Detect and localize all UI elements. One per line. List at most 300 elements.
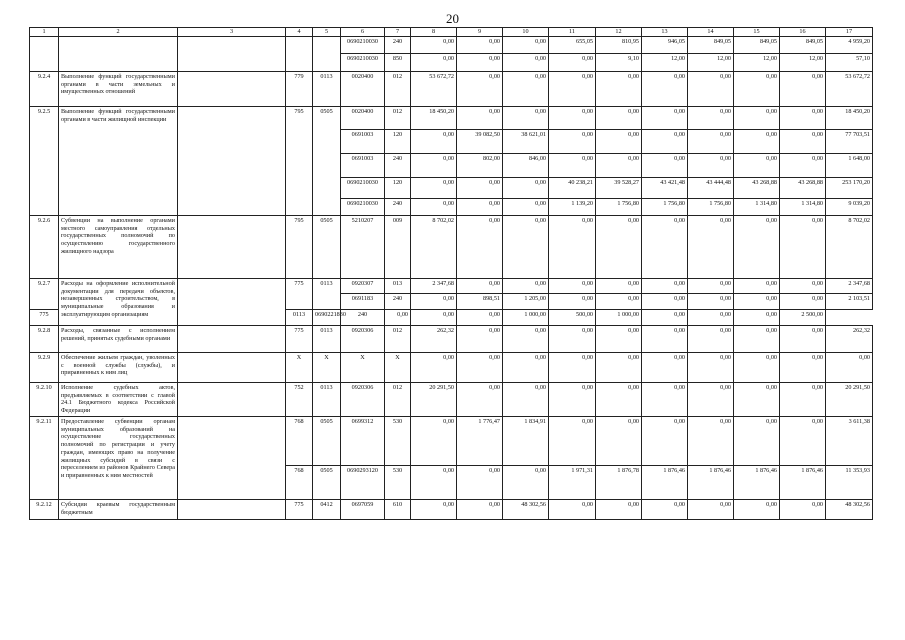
amount-cell: 0,00: [688, 325, 734, 352]
code-cell: 0505: [313, 106, 341, 215]
amount-cell: 20 291,50: [411, 382, 457, 416]
amount-cell: 0,00: [411, 416, 457, 465]
amount-cell: 0,00: [688, 293, 734, 309]
budget-table: [29, 27, 873, 520]
amount-cell: 0,00: [734, 499, 780, 519]
code-cell: X: [313, 352, 341, 382]
amount-cell: 0,00: [549, 71, 596, 106]
amount-cell: 0,00: [457, 71, 503, 106]
amount-cell: 0,00: [503, 325, 549, 352]
amount-cell: 0,00: [780, 382, 826, 416]
code-cell: 240: [385, 153, 411, 177]
amount-cell: 1 205,00: [503, 293, 549, 309]
code-cell: 0505: [313, 215, 341, 278]
table-row: [30, 382, 873, 416]
amount-cell: 0,00: [596, 129, 642, 153]
column-header: 12: [596, 28, 642, 37]
code-cell: [178, 325, 286, 352]
code-cell: 0113: [313, 278, 341, 309]
description-cell: Расходы, связанные с исполнением решений, принятых судебными органами: [59, 325, 178, 352]
code-cell: 0920306: [341, 382, 385, 416]
amount-cell: 43 421,48: [642, 177, 688, 198]
amount-cell: 0,00: [642, 416, 688, 465]
code-cell: 0691183: [341, 293, 385, 309]
amount-cell: 0,00: [503, 382, 549, 416]
code-cell: X: [385, 352, 411, 382]
amount-cell: 0,00: [596, 499, 642, 519]
amount-cell: 0,00: [457, 278, 503, 293]
code-cell: [178, 106, 286, 215]
code-cell: 012: [385, 106, 411, 129]
amount-cell: 0,00: [780, 352, 826, 382]
amount-cell: 0,00: [642, 309, 688, 325]
code-cell: 775: [286, 325, 313, 352]
code-cell: 530: [385, 465, 411, 499]
column-header: 10: [503, 28, 549, 37]
amount-cell: 0,00: [780, 293, 826, 309]
amount-cell: 1 756,80: [642, 198, 688, 215]
table-row: [30, 71, 873, 106]
amount-cell: 0,00: [734, 129, 780, 153]
row-number-cell: 9.2.5: [30, 106, 59, 215]
amount-cell: 2 347,68: [826, 278, 873, 293]
amount-cell: 0,00: [780, 416, 826, 465]
amount-cell: 0,00: [457, 106, 503, 129]
code-cell: 013: [385, 278, 411, 293]
column-header: 11: [549, 28, 596, 37]
description-cell: Выполнение функций государственными органами в части земельных и имущественных отношений: [59, 71, 178, 106]
amount-cell: 77 703,51: [826, 129, 873, 153]
description-cell: Субвенции на выполнение органами местного самоуправления отдельных государственных полномочий по осуществлению государственного жилищного надзора: [59, 215, 178, 278]
amount-cell: 1 314,80: [780, 198, 826, 215]
code-cell: 120: [385, 129, 411, 153]
amount-cell: 1 000,00: [596, 309, 642, 325]
amount-cell: 849,05: [688, 36, 734, 53]
code-cell: [178, 71, 286, 106]
column-header: 4: [286, 28, 313, 37]
code-cell: 0505: [313, 465, 341, 499]
amount-cell: 39 528,27: [596, 177, 642, 198]
code-cell: [178, 215, 286, 278]
code-cell: 0690221830: [313, 309, 341, 325]
code-cell: 120: [385, 177, 411, 198]
amount-cell: 0,00: [411, 293, 457, 309]
column-header: 3: [178, 28, 286, 37]
amount-cell: 0,00: [688, 153, 734, 177]
code-cell: 0690293120: [341, 465, 385, 499]
column-header: 9: [457, 28, 503, 37]
table-row: [30, 325, 873, 352]
amount-cell: 0,00: [642, 106, 688, 129]
amount-cell: 0,00: [642, 352, 688, 382]
amount-cell: 48 302,56: [826, 499, 873, 519]
code-cell: [178, 499, 286, 519]
code-cell: 240: [341, 309, 385, 325]
amount-cell: 0,00: [457, 309, 503, 325]
amount-cell: 1 648,00: [826, 153, 873, 177]
amount-cell: 0,00: [549, 153, 596, 177]
amount-cell: 0,00: [549, 278, 596, 293]
amount-cell: 946,05: [642, 36, 688, 53]
amount-cell: 0,00: [780, 129, 826, 153]
amount-cell: 253 170,20: [826, 177, 873, 198]
amount-cell: 0,00: [688, 309, 734, 325]
amount-cell: 0,00: [780, 215, 826, 278]
amount-cell: 0,00: [642, 325, 688, 352]
amount-cell: 0,00: [503, 106, 549, 129]
amount-cell: 43 268,88: [734, 177, 780, 198]
code-cell: [178, 352, 286, 382]
amount-cell: 0,00: [457, 177, 503, 198]
amount-cell: 0,00: [780, 153, 826, 177]
code-cell: 0691003: [341, 129, 385, 153]
amount-cell: 0,00: [688, 352, 734, 382]
amount-cell: 0,00: [411, 36, 457, 53]
description-cell: Исполнение судебных актов, предъявляемых в соответствии с главой 24.1 Бюджетного кодекса Российской Федерации: [59, 382, 178, 416]
amount-cell: 0,00: [549, 106, 596, 129]
amount-cell: 0,00: [503, 71, 549, 106]
amount-cell: 0,00: [457, 382, 503, 416]
amount-cell: 0,00: [642, 499, 688, 519]
amount-cell: 0,00: [457, 215, 503, 278]
amount-cell: 0,00: [734, 153, 780, 177]
amount-cell: 1 876,46: [688, 465, 734, 499]
code-cell: 0690210030: [341, 53, 385, 71]
code-cell: 240: [385, 293, 411, 309]
amount-cell: 39 082,50: [457, 129, 503, 153]
code-cell: 775: [286, 278, 313, 309]
amount-cell: 0,00: [411, 153, 457, 177]
code-cell: 0113: [313, 71, 341, 106]
amount-cell: 802,00: [457, 153, 503, 177]
amount-cell: 0,00: [688, 499, 734, 519]
code-cell: 775: [30, 309, 59, 325]
row-number-cell: 9.2.6: [30, 215, 59, 278]
amount-cell: 0,00: [734, 325, 780, 352]
amount-cell: 0,00: [385, 309, 411, 325]
description-cell: Расходы на оформление исполнительной документации для передачи объектов, незавершенных строительством, в муниципальные образования и эксплуатирующим организациям: [59, 278, 178, 325]
table-row: [30, 352, 873, 382]
code-cell: 0020400: [341, 71, 385, 106]
row-number-cell: 9.2.7: [30, 278, 59, 309]
code-cell: 0113: [286, 309, 313, 325]
code-cell: X: [286, 352, 313, 382]
amount-cell: 849,05: [780, 36, 826, 53]
column-header: 17: [826, 28, 873, 37]
code-cell: 779: [286, 71, 313, 106]
code-cell: [178, 382, 286, 416]
amount-cell: 0,00: [503, 352, 549, 382]
amount-cell: 1 756,80: [688, 198, 734, 215]
code-cell: 0920306: [341, 325, 385, 352]
amount-cell: 0,00: [734, 293, 780, 309]
code-cell: 012: [385, 71, 411, 106]
amount-cell: 0,00: [688, 416, 734, 465]
code-cell: 0020400: [341, 106, 385, 129]
code-cell: 0690210030: [341, 36, 385, 53]
column-header: 1: [30, 28, 59, 37]
amount-cell: 2 103,51: [826, 293, 873, 309]
code-cell: [178, 36, 286, 71]
code-cell: 0412: [313, 499, 341, 519]
amount-cell: 0,00: [457, 499, 503, 519]
amount-cell: 0,00: [457, 465, 503, 499]
amount-cell: 0,00: [596, 153, 642, 177]
code-cell: [178, 278, 286, 325]
amount-cell: 0,00: [411, 129, 457, 153]
code-cell: 530: [385, 416, 411, 465]
amount-cell: 0,00: [549, 499, 596, 519]
table-body: [30, 36, 873, 519]
column-header: 6: [341, 28, 385, 37]
code-cell: 240: [385, 198, 411, 215]
amount-cell: 1 876,46: [780, 465, 826, 499]
code-cell: 768: [286, 465, 313, 499]
amount-cell: 11 353,93: [826, 465, 873, 499]
code-cell: 850: [385, 53, 411, 71]
amount-cell: 0,00: [549, 53, 596, 71]
code-cell: 752: [286, 382, 313, 416]
code-cell: [178, 416, 286, 499]
amount-cell: 0,00: [549, 293, 596, 309]
amount-cell: 898,51: [457, 293, 503, 309]
amount-cell: 0,00: [642, 382, 688, 416]
amount-cell: 0,00: [734, 71, 780, 106]
description-cell: Выполнение функций государственными органами в части жилищной инспекции: [59, 106, 178, 215]
amount-cell: 1 971,31: [549, 465, 596, 499]
code-cell: 610: [385, 499, 411, 519]
table-row: [30, 215, 873, 278]
amount-cell: 1 139,20: [549, 198, 596, 215]
amount-cell: 0,00: [596, 106, 642, 129]
amount-cell: 0,00: [596, 71, 642, 106]
amount-cell: 9,10: [596, 53, 642, 71]
amount-cell: 53 672,72: [826, 71, 873, 106]
amount-cell: 1 834,91: [503, 416, 549, 465]
row-number-cell: 9.2.10: [30, 382, 59, 416]
code-cell: 795: [286, 215, 313, 278]
amount-cell: 43 268,88: [780, 177, 826, 198]
row-number-cell: [30, 36, 59, 71]
amount-cell: 0,00: [688, 382, 734, 416]
amount-cell: 8 702,02: [826, 215, 873, 278]
column-header: 8: [411, 28, 457, 37]
amount-cell: 0,00: [734, 309, 780, 325]
code-cell: 775: [286, 499, 313, 519]
amount-cell: 0,00: [780, 106, 826, 129]
amount-cell: 1 756,80: [596, 198, 642, 215]
amount-cell: 0,00: [503, 198, 549, 215]
amount-cell: 0,00: [642, 71, 688, 106]
amount-cell: 0,00: [457, 352, 503, 382]
amount-cell: 0,00: [642, 278, 688, 293]
description-cell: Обеспечение жильем граждан, уволенных с военной службы (службы), и приравненных к ним лиц: [59, 352, 178, 382]
amount-cell: 849,05: [734, 36, 780, 53]
code-cell: 0699312: [341, 416, 385, 465]
amount-cell: 9 039,20: [826, 198, 873, 215]
amount-cell: 0,00: [503, 215, 549, 278]
amount-cell: 0,00: [596, 278, 642, 293]
row-number-cell: 9.2.8: [30, 325, 59, 352]
amount-cell: 2 500,00: [780, 309, 826, 325]
description-cell: [59, 36, 178, 71]
page-number: 20: [446, 11, 459, 26]
amount-cell: 0,00: [411, 499, 457, 519]
amount-cell: 0,00: [596, 215, 642, 278]
amount-cell: 0,00: [688, 106, 734, 129]
amount-cell: 48 302,56: [503, 499, 549, 519]
amount-cell: 0,00: [642, 153, 688, 177]
amount-cell: 0,00: [596, 352, 642, 382]
row-number-cell: 9.2.12: [30, 499, 59, 519]
amount-cell: 0,00: [780, 71, 826, 106]
amount-cell: 0,00: [503, 177, 549, 198]
amount-cell: 53 672,72: [411, 71, 457, 106]
code-cell: 0691003: [341, 153, 385, 177]
amount-cell: 0,00: [549, 382, 596, 416]
description-cell: Предоставление субвенции органам муниципальных образований на осуществление государственных полномочий по регистрации и учету граждан, имеющих право на получение жилищных субсидий в связи с переселением из районов Крайнего Севера и приравненных к ним местностей: [59, 416, 178, 499]
amount-cell: 0,00: [734, 352, 780, 382]
amount-cell: 20 291,50: [826, 382, 873, 416]
amount-cell: 0,00: [780, 278, 826, 293]
amount-cell: 0,00: [734, 416, 780, 465]
amount-cell: 12,00: [734, 53, 780, 71]
code-cell: [286, 36, 313, 71]
amount-cell: 0,00: [549, 215, 596, 278]
amount-cell: 8 702,02: [411, 215, 457, 278]
amount-cell: 0,00: [688, 278, 734, 293]
amount-cell: 0,00: [734, 215, 780, 278]
amount-cell: 655,05: [549, 36, 596, 53]
amount-cell: 500,00: [549, 309, 596, 325]
amount-cell: 0,00: [734, 278, 780, 293]
amount-cell: 0,00: [549, 325, 596, 352]
amount-cell: 1 876,78: [596, 465, 642, 499]
code-cell: 0113: [313, 325, 341, 352]
amount-cell: 1 776,47: [457, 416, 503, 465]
amount-cell: 43 444,48: [688, 177, 734, 198]
column-header: 13: [642, 28, 688, 37]
amount-cell: 12,00: [642, 53, 688, 71]
amount-cell: 0,00: [411, 198, 457, 215]
code-cell: 795: [286, 106, 313, 215]
code-cell: 012: [385, 325, 411, 352]
amount-cell: 0,00: [596, 382, 642, 416]
amount-cell: 4 959,20: [826, 36, 873, 53]
amount-cell: 38 621,01: [503, 129, 549, 153]
amount-cell: 0,00: [411, 352, 457, 382]
row-number-cell: 9.2.4: [30, 71, 59, 106]
code-cell: 012: [385, 382, 411, 416]
amount-cell: 1 876,46: [734, 465, 780, 499]
amount-cell: 810,95: [596, 36, 642, 53]
amount-cell: 0,00: [642, 129, 688, 153]
column-header: 5: [313, 28, 341, 37]
amount-cell: 12,00: [780, 53, 826, 71]
amount-cell: 0,00: [642, 293, 688, 309]
amount-cell: 0,00: [457, 198, 503, 215]
amount-cell: 0,00: [457, 53, 503, 71]
code-cell: 009: [385, 215, 411, 278]
table-row: [30, 416, 873, 465]
amount-cell: 0,00: [503, 53, 549, 71]
column-header: 14: [688, 28, 734, 37]
amount-cell: 57,10: [826, 53, 873, 71]
amount-cell: 0,00: [549, 416, 596, 465]
amount-cell: 0,00: [596, 325, 642, 352]
code-cell: [313, 36, 341, 71]
code-cell: 768: [286, 416, 313, 465]
amount-cell: 0,00: [411, 177, 457, 198]
amount-cell: 262,32: [411, 325, 457, 352]
amount-cell: 0,00: [457, 325, 503, 352]
amount-cell: 0,00: [688, 215, 734, 278]
amount-cell: 0,00: [826, 352, 873, 382]
row-number-cell: 9.2.11: [30, 416, 59, 499]
amount-cell: 0,00: [457, 36, 503, 53]
amount-cell: 0,00: [549, 352, 596, 382]
amount-cell: 0,00: [596, 416, 642, 465]
table-row: [30, 36, 873, 53]
amount-cell: 0,00: [549, 129, 596, 153]
column-header: 7: [385, 28, 411, 37]
amount-cell: 18 450,20: [826, 106, 873, 129]
code-cell: 5210207: [341, 215, 385, 278]
column-header: 2: [59, 28, 178, 37]
code-cell: 0505: [313, 416, 341, 465]
amount-cell: 1 000,00: [503, 309, 549, 325]
amount-cell: 0,00: [411, 465, 457, 499]
amount-cell: 0,00: [503, 36, 549, 53]
amount-cell: 0,00: [503, 278, 549, 293]
row-number-cell: 9.2.9: [30, 352, 59, 382]
amount-cell: 0,00: [734, 106, 780, 129]
amount-cell: 18 450,20: [411, 106, 457, 129]
amount-cell: 1 314,80: [734, 198, 780, 215]
amount-cell: 0,00: [642, 215, 688, 278]
table-row: [30, 499, 873, 519]
code-cell: 0920307: [341, 278, 385, 293]
code-cell: 0697059: [341, 499, 385, 519]
amount-cell: 0,00: [411, 309, 457, 325]
amount-cell: 0,00: [596, 293, 642, 309]
code-cell: X: [341, 352, 385, 382]
amount-cell: 0,00: [411, 53, 457, 71]
column-header: 15: [734, 28, 780, 37]
code-cell: 0690210030: [341, 177, 385, 198]
amount-cell: 1 876,46: [642, 465, 688, 499]
amount-cell: 0,00: [688, 129, 734, 153]
code-cell: 240: [385, 36, 411, 53]
amount-cell: 0,00: [780, 499, 826, 519]
amount-cell: 2 347,68: [411, 278, 457, 293]
column-number-row: [30, 28, 873, 37]
code-cell: 0690210030: [341, 198, 385, 215]
code-cell: 0113: [313, 382, 341, 416]
table-row: [30, 278, 873, 293]
amount-cell: 846,00: [503, 153, 549, 177]
amount-cell: 3 611,38: [826, 416, 873, 465]
description-cell: Субсидии краевым государственным бюджетным: [59, 499, 178, 519]
amount-cell: 0,00: [503, 465, 549, 499]
amount-cell: 40 238,21: [549, 177, 596, 198]
amount-cell: 262,32: [826, 325, 873, 352]
amount-cell: 12,00: [688, 53, 734, 71]
amount-cell: 0,00: [688, 71, 734, 106]
column-header: 16: [780, 28, 826, 37]
table-row: [30, 106, 873, 129]
amount-cell: 0,00: [734, 382, 780, 416]
